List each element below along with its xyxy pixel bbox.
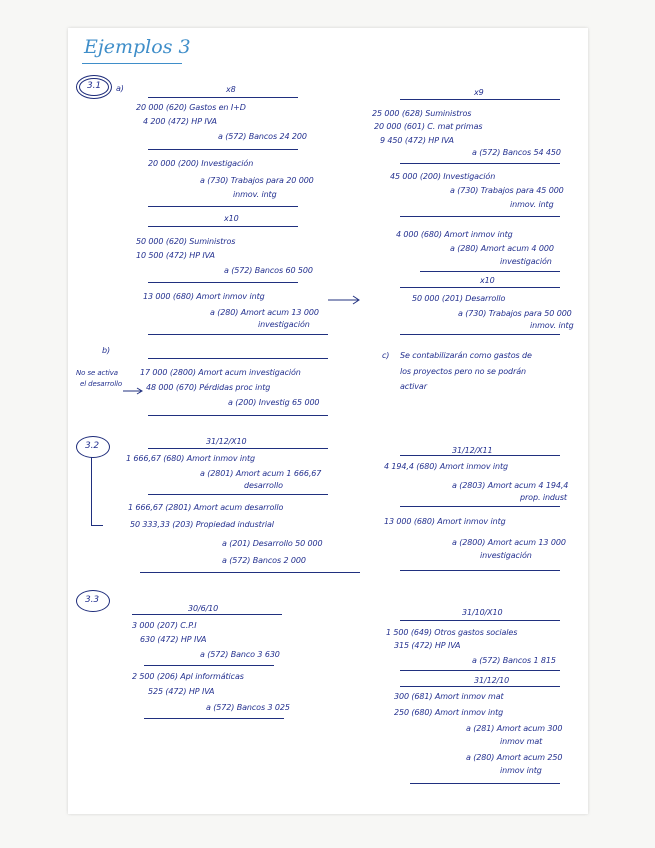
title-underline (82, 63, 182, 64)
entry-rule (400, 334, 560, 335)
part-label: c) (382, 351, 390, 360)
entry-line: a (2800) Amort acum 13 000 (452, 538, 566, 547)
entry-line: 50 000 (201) Desarrollo (412, 294, 506, 303)
entry-rule (400, 163, 560, 164)
section-number: 3.3 (85, 595, 100, 605)
entry-line: 525 (472) HP IVA (148, 687, 215, 696)
entry-date: 31/12/10 (474, 676, 510, 685)
entry-rule (420, 271, 560, 272)
entry-line: a (730) Trabajos para 20 000 (200, 176, 314, 185)
entry-line: 13 000 (680) Amort inmov intg (143, 292, 265, 301)
entry-line: a (572) Bancos 3 025 (206, 703, 290, 712)
part-label: a) (116, 84, 124, 93)
entry-line: 9 450 (472) HP IVA (380, 136, 454, 145)
entry-line: 1 500 (649) Otros gastos sociales (386, 628, 518, 637)
entry-line: 20 000 (620) Gastos en I+D (136, 103, 246, 112)
entry-rule (400, 670, 560, 671)
entry-line: inmov intg (500, 766, 542, 775)
entry-rule (410, 783, 560, 784)
entry-line: a (572) Bancos 24 200 (218, 132, 307, 141)
entry-line: a (280) Amort acum 13 000 (210, 308, 319, 317)
entry-line: a (730) Trabajos para 50 000 (458, 309, 572, 318)
entry-date: 31/10/X10 (462, 608, 503, 617)
entry-line: 4 200 (472) HP IVA (143, 117, 217, 126)
entry-date: 31/12/X10 (206, 437, 247, 446)
entry-line: a (201) Desarrollo 50 000 (222, 539, 323, 548)
entry-line: a (2801) Amort acum 1 666,67 (200, 469, 322, 478)
entry-rule (400, 216, 560, 217)
entry-rule (148, 415, 328, 416)
entry-line: 300 (681) Amort inmov mat (394, 692, 504, 701)
bracket-line (91, 457, 92, 525)
entry-date: x10 (480, 276, 495, 285)
note-line: los proyectos pero no se podrán (400, 367, 526, 376)
entry-rule (148, 358, 328, 359)
entry-rule (148, 206, 298, 207)
entry-rule (400, 506, 560, 507)
entry-rule (400, 686, 560, 687)
entry-rule (400, 455, 560, 456)
entry-rule (400, 287, 560, 288)
entry-line: a (730) Trabajos para 45 000 (450, 186, 564, 195)
entry-line: a (572) Bancos 60 500 (224, 266, 313, 275)
entry-rule (148, 494, 328, 495)
entry-rule (144, 665, 274, 666)
entry-line: investigación (480, 551, 532, 560)
entry-line: 20 000 (200) Investigación (148, 159, 254, 168)
entry-line: 25 000 (628) Suministros (372, 109, 472, 118)
page-title: Ejemplos 3 (84, 36, 191, 58)
entry-date: 31/12/X11 (452, 446, 493, 455)
entry-rule (144, 718, 284, 719)
section-number: 3.2 (85, 441, 100, 451)
entry-line: inmov. intg (530, 321, 574, 330)
entry-rule (148, 282, 298, 283)
entry-line: a (572) Bancos 54 450 (472, 148, 561, 157)
entry-date: x10 (224, 214, 239, 223)
entry-line: 13 000 (680) Amort inmov intg (384, 517, 506, 526)
entry-line: a (200) Investig 65 000 (228, 398, 320, 407)
entry-line: 50 333,33 (203) Propiedad industrial (130, 520, 274, 529)
entry-rule (400, 99, 560, 100)
entry-line: 3 000 (207) C.P.I (132, 621, 197, 630)
entry-line: 250 (680) Amort inmov intg (394, 708, 504, 717)
entry-line: inmov. intg (510, 200, 554, 209)
entry-rule (400, 570, 560, 571)
entry-line: 315 (472) HP IVA (394, 641, 461, 650)
entry-rule (148, 226, 298, 227)
entry-line: inmov. intg (233, 190, 277, 199)
entry-line: a (280) Amort acum 4 000 (450, 244, 554, 253)
entry-rule (140, 572, 360, 573)
entry-line: 45 000 (200) Investigación (390, 172, 496, 181)
entry-rule (148, 97, 298, 98)
entry-line: 48 000 (670) Pérdidas proc intg (146, 383, 271, 392)
entry-line: a (281) Amort acum 300 (466, 724, 563, 733)
entry-line: 4 000 (680) Amort inmov intg (396, 230, 513, 239)
entry-line: inmov mat (500, 737, 543, 746)
entry-line: 630 (472) HP IVA (140, 635, 207, 644)
entry-line: 1 666,67 (2801) Amort acum desarrollo (128, 503, 284, 512)
entry-line: a (572) Bancos 2 000 (222, 556, 306, 565)
entry-rule (132, 614, 282, 615)
entry-line: 20 000 (601) C. mat primas (374, 122, 483, 131)
margin-note: No se activa (76, 369, 118, 377)
entry-date: x9 (474, 88, 484, 97)
entry-rule (148, 334, 328, 335)
notebook-page (68, 28, 588, 814)
entry-line: prop. indust (520, 493, 567, 502)
entry-date: 30/6/10 (188, 604, 219, 613)
entry-line: investigación (258, 320, 310, 329)
entry-date: x8 (226, 85, 236, 94)
entry-rule (148, 149, 298, 150)
entry-line: 10 500 (472) HP IVA (136, 251, 215, 260)
entry-line: 17 000 (2800) Amort acum investigación (140, 368, 301, 377)
entry-line: 2 500 (206) Apl informáticas (132, 672, 244, 681)
arrow-right-icon (326, 294, 362, 306)
entry-line: investigación (500, 257, 552, 266)
entry-line: 4 194,4 (680) Amort inmov intg (384, 462, 509, 471)
entry-line: a (280) Amort acum 250 (466, 753, 563, 762)
entry-line: a (2803) Amort acum 4 194,4 (452, 481, 569, 490)
note-line: Se contabilizarán como gastos de (400, 351, 532, 360)
entry-rule (148, 448, 328, 449)
arrow-right-icon (122, 386, 144, 396)
entry-line: 50 000 (620) Suministros (136, 237, 236, 246)
entry-line: a (572) Banco 3 630 (200, 650, 280, 659)
entry-line: 1 666,67 (680) Amort inmov intg (126, 454, 256, 463)
note-line: activar (400, 382, 427, 391)
entry-rule (400, 620, 560, 621)
bracket-line (91, 525, 103, 526)
entry-line: desarrollo (244, 481, 283, 490)
entry-line: a (572) Bancos 1 815 (472, 656, 556, 665)
part-label: b) (102, 346, 110, 355)
margin-note: el desarrollo (80, 380, 123, 388)
section-number: 3.1 (87, 81, 102, 91)
